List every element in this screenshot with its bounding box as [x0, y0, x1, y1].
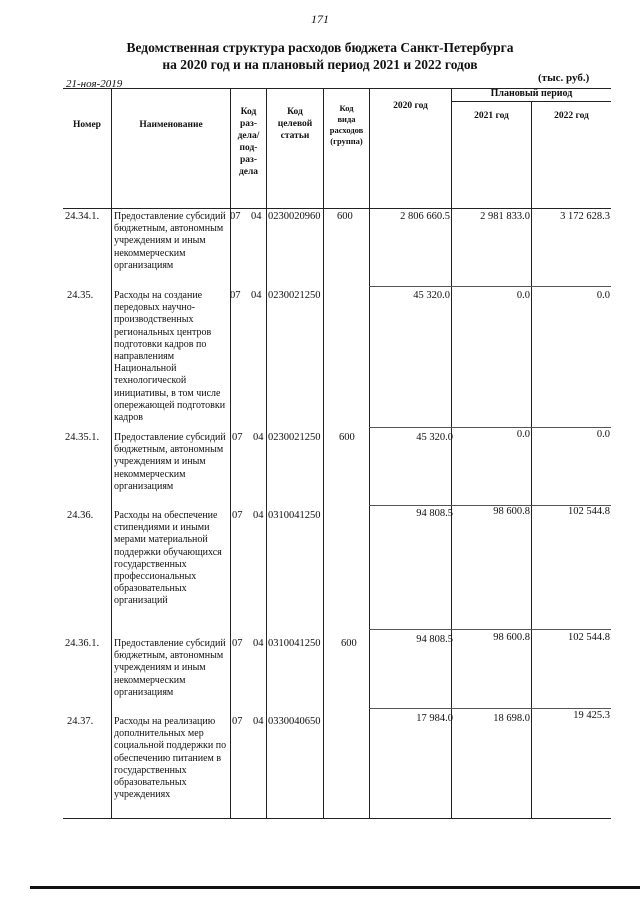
header-planned-period: Плановый период	[490, 88, 573, 99]
page-number: 171	[311, 12, 329, 26]
subsection-code: 04	[251, 211, 262, 222]
value-2022: 0.0	[596, 290, 610, 301]
value-2022: 102 544.8	[568, 506, 610, 517]
page-footer-rule	[30, 886, 640, 889]
expense-type-code: 600	[339, 432, 355, 443]
value-2020: 17 984.0	[416, 713, 453, 724]
header-bottom-rule	[63, 208, 611, 209]
target-code: 0230021250	[268, 432, 321, 443]
section-code: 07	[232, 716, 243, 727]
value-2022: 19 425.3	[573, 710, 610, 721]
value-2021: 98 600.8	[493, 506, 530, 517]
col-divider	[111, 88, 112, 818]
value-2021: 18 698.0	[493, 713, 530, 724]
row-separator	[369, 427, 611, 428]
page-title-line-1: Ведомственная структура расходов бюджета Санкт-Петербурга	[126, 40, 514, 55]
value-2021: 2 981 833.0	[480, 211, 530, 222]
header-2020: 2020 год	[393, 101, 428, 111]
value-2020: 94 808.5	[416, 634, 453, 645]
row-number: 24.37.	[67, 716, 94, 727]
row-name: Расходы на реализацию дополнительных мер социальной поддержки по обеспечению питанием в государственных образовательных учреждениях	[114, 716, 227, 801]
expense-type-code: 600	[341, 638, 357, 649]
subsection-code: 04	[253, 638, 264, 649]
value-2020: 45 320.0	[413, 290, 450, 301]
header-number: Номер	[73, 120, 101, 130]
col-divider	[323, 88, 324, 818]
row-number: 24.36.	[67, 510, 94, 521]
page-title-line-2: на 2020 год и на плановый период 2021 и 2022 годов	[162, 57, 478, 72]
row-name: Предоставление субсидий бюджетным, автономным учреждениям и иным некоммерческим организациям	[114, 638, 226, 698]
row-separator	[369, 286, 611, 287]
row-name: Расходы на создание передовых научно-производственных региональных центров подготовки кадров по направлениям Национальной технологической инициативы, в том числе опережающей подготовки кадров	[114, 290, 226, 424]
section-code: 07	[230, 290, 241, 301]
target-code: 0330040650	[268, 716, 321, 727]
header-2022: 2022 год	[554, 111, 589, 121]
target-code: 0230020960	[268, 211, 321, 222]
value-2020: 94 808.5	[416, 508, 453, 519]
section-code: 07	[230, 211, 241, 222]
subsection-code: 04	[253, 716, 264, 727]
value-2020: 2 806 660.5	[400, 211, 450, 222]
row-number: 24.35.	[67, 290, 94, 301]
header-section-code: Код раз- дела/ под- раз- дела	[237, 107, 260, 177]
header-target-code: Код целевой статьи	[277, 107, 313, 141]
value-2021: 98 600.8	[493, 632, 530, 643]
row-separator	[369, 708, 611, 709]
row-separator	[369, 629, 611, 630]
value-2021: 0.0	[516, 290, 530, 301]
value-2021: 0.0	[516, 429, 530, 440]
row-name: Расходы на обеспечение стипендиями и иными мерами материальной поддержки обучающихся государственных профессиональных образовательных организаций	[114, 510, 222, 607]
col-divider	[266, 88, 267, 818]
value-2022: 3 172 628.3	[560, 211, 610, 222]
value-2022: 0.0	[596, 429, 610, 440]
target-code: 0230021250	[268, 290, 321, 301]
header-2021: 2021 год	[474, 111, 509, 121]
row-number: 24.36.1.	[65, 638, 100, 649]
row-number: 24.34.1.	[65, 211, 100, 222]
value-2022: 102 544.8	[568, 632, 610, 643]
subsection-code: 04	[253, 432, 264, 443]
header-name: Наименование	[139, 120, 203, 130]
expense-type-code: 600	[337, 211, 353, 222]
target-code: 0310041250	[268, 510, 321, 521]
header-type-code: Код вида расходов (группа)	[329, 103, 364, 146]
row-number: 24.35.1.	[65, 432, 100, 443]
subsection-code: 04	[251, 290, 262, 301]
units-label: (тыс. руб.)	[538, 72, 590, 84]
row-name: Предоставление субсидий бюджетным, автономным учреждениям и иным некоммерческим организациям	[114, 432, 226, 492]
section-code: 07	[232, 638, 243, 649]
section-code: 07	[232, 510, 243, 521]
subsection-code: 04	[253, 510, 264, 521]
row-name: Предоставление субсидий бюджетным, автономным учреждениям и иным некоммерческим организациям	[114, 211, 226, 271]
col-divider	[230, 88, 231, 818]
value-2020: 45 320.0	[416, 432, 453, 443]
document-date: 21-ноя-2019	[66, 78, 123, 90]
target-code: 0310041250	[268, 638, 321, 649]
section-code: 07	[232, 432, 243, 443]
table-bottom-rule	[63, 818, 611, 819]
